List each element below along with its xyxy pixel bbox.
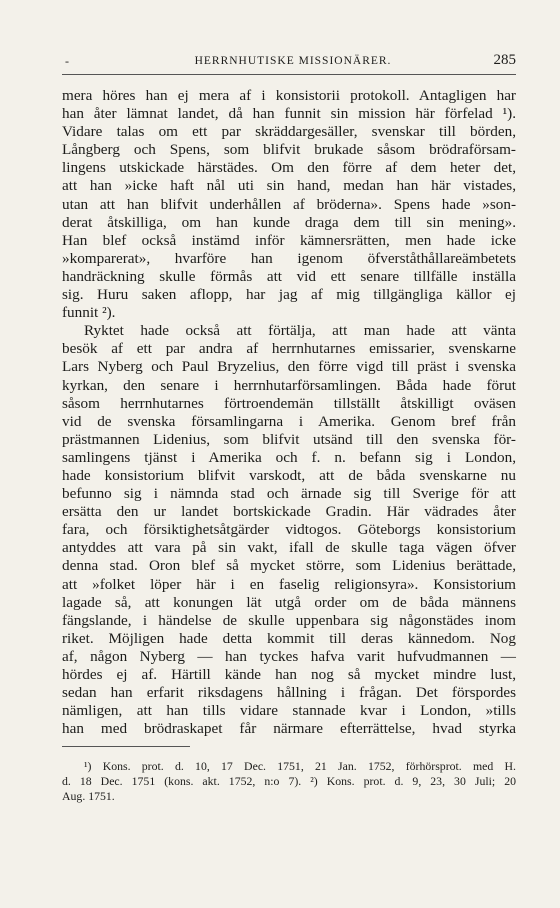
text-line: befunno sig i nämnda stad och ärnade sig till Sverige för att <box>62 485 516 503</box>
text-line: han med brödraskapet får närmare efterrättelse, hvad styrka <box>62 720 516 738</box>
paragraph-1 <box>62 87 516 322</box>
text-line: handräckning skulle förmås att vid ett senare tillfälle inställa <box>62 267 516 285</box>
text-line: vid de svenska församlingarna i Amerika. Genom bref från <box>62 412 516 430</box>
text-line: »komparerat», hvarföre han igenom öfverståthållareämbetets <box>62 249 516 267</box>
text-line: prästmannen Lidenius, som blifvit utsänd till den svenska för- <box>62 430 516 448</box>
text-line: af, någon Nyberg — han tyckes hafva varit hufvudmannen — <box>62 647 516 665</box>
text-line: ersätta den ur landet bortskickade Gradin. Här vädrades åter <box>62 503 516 521</box>
text-line: sedan han erfarit riksdagens hållning i frågan. Det förspordes <box>62 684 516 702</box>
footnote-line: ¹) Kons. prot. d. 10, 17 Dec. 1751, 21 Jan. 1752, förhörsprot. med H. <box>84 759 516 774</box>
text-line: riket. Möjligen hade detta kommit till deras kännedom. Nog <box>62 629 516 647</box>
text-line: sig. Huru saken aflopp, har jag af mig tillgängliga källor ej <box>62 286 516 304</box>
text-line: utan att han blifvit underhållen af bröderna». Spens hade »son- <box>62 195 516 213</box>
text-line: Ryktet hade också att förtälja, att man hade att vänta <box>84 322 516 340</box>
text-line: att »folket löper här i en faselig religionsyra». Konsistorium <box>62 575 516 593</box>
text-line: kyrkan, den senare i herrnhutarförsamlingen. Båda hade förut <box>62 376 516 394</box>
footnotes <box>62 759 516 804</box>
text-line: att han »icke haft nål uti sin hand, medan han här vistades, <box>62 177 516 195</box>
text-line: hade konsistorium blifvit varskodt, att de båda svenskarne nu <box>62 466 516 484</box>
header-mark: - <box>65 54 70 68</box>
text-line: besök af ett par andra af herrnhutarnes emissarier, svenskarne <box>62 340 516 358</box>
text-line: Vidare talas om ett par skräddargesäller, svenskar till börden, <box>62 123 516 141</box>
text-line: Långberg och Spens, som blifvit brukade såsom brödraförsam- <box>62 141 516 159</box>
footnote-line: d. 18 Dec. 1751 (kons. akt. 1752, n:o 7). ²) Kons. prot. d. 9, 23, 30 Juli; 20 <box>62 774 516 789</box>
text-line: samlingens tjänst i Amerika och f. n. befann sig i London, <box>62 448 516 466</box>
text-line: mera höres han ej mera af i konsistorii protokoll. Antagligen har <box>62 87 516 104</box>
text-line: derat åtskilliga, om han kunde draga dem till sin mening». <box>62 213 516 231</box>
text-line: funnit ²). <box>62 304 116 322</box>
text-line: denna stad. Oron blef så mycket större, som Lidenius berättade, <box>62 557 516 575</box>
book-page <box>62 52 516 804</box>
text-line: hördes ej af. Härtill kände han nog så mycket mindre lust, <box>62 666 516 683</box>
text-line: Lars Nyberg och Paul Bryzelius, den förre vigd till präst i svenska <box>62 358 516 376</box>
text-line: lagade så, att konungen lät utgå order om de båda männens <box>62 593 516 611</box>
text-line: Han blef också instämd inför kämnersrätten, men hade icke <box>62 231 516 249</box>
running-header <box>62 52 516 72</box>
text-line: han åter lämnat landet, då han funnit sin mission här förfelad ¹). <box>62 105 516 123</box>
paragraph-2 <box>62 322 516 738</box>
text-line: antyddes att vara på sin vakt, ifall de skulle taga vägen öfver <box>62 539 516 557</box>
footnote-rule <box>62 746 190 747</box>
text-line: lingens utskickade härstädes. Om den förre af dem heter det, <box>62 159 516 177</box>
body-text <box>62 87 516 738</box>
footnote-line: Aug. 1751. <box>62 789 115 804</box>
text-line: fara, och försiktighetsåtgärder vidtogos. Göteborgs konsistorium <box>62 521 516 539</box>
running-title: HERRNHUTISKE MISSIONÄRER. <box>194 55 392 67</box>
text-line: fängslande, i händelse de skulle uppenbara sig någonstädes inom <box>62 611 516 629</box>
text-line: nämligen, att han tills vidare stannade kvar i London, »tills <box>62 702 516 720</box>
header-rule <box>62 74 516 75</box>
page-number: 285 <box>493 52 516 68</box>
text-line: såsom herrnhutarnes förtroendemän tillställt åtskilligt oväsen <box>62 394 516 412</box>
